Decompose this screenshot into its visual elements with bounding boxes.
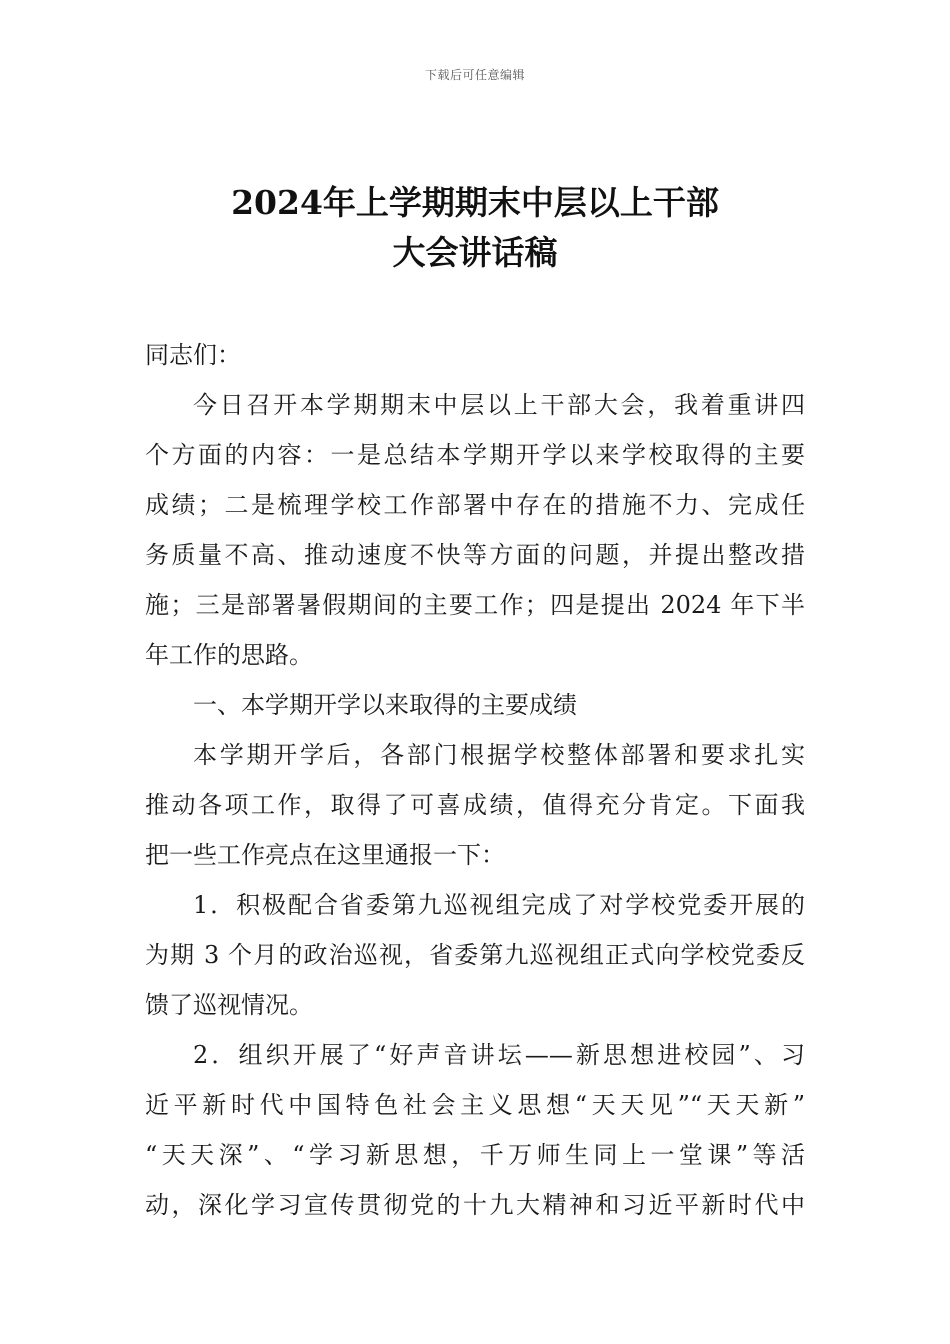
paragraph-line: 施；三是部署暑假期间的主要工作；四是提出 2024 年下半 bbox=[145, 591, 805, 619]
paragraph-line: “天天深”、“学习新思想，千万师生同上一堂课”等活 bbox=[145, 1141, 805, 1169]
paragraph-line: 为期 3 个月的政治巡视，省委第九巡视组正式向学校党委反 bbox=[145, 941, 805, 969]
title-line-2: 大会讲话稿 bbox=[392, 233, 558, 272]
paragraph-line: 务质量不高、推动速度不快等方面的问题，并提出整改措 bbox=[145, 541, 805, 569]
header-note: 下载后可任意编辑 bbox=[424, 68, 525, 82]
title-line-1: 2024年上学期期末中层以上干部 bbox=[231, 183, 719, 222]
paragraph-line: 近平新时代中国特色社会主义思想“天天见”“天天新” bbox=[145, 1091, 805, 1119]
paragraph-line: 今日召开本学期期末中层以上干部大会，我着重讲四 bbox=[193, 391, 805, 419]
paragraph-line: 1．积极配合省委第九巡视组完成了对学校党委开展的 bbox=[193, 891, 805, 919]
paragraph-line: 馈了巡视情况。 bbox=[145, 991, 313, 1019]
paragraph-line: 个方面的内容：一是总结本学期开学以来学校取得的主要 bbox=[145, 441, 805, 469]
salutation: 同志们： bbox=[145, 341, 241, 369]
paragraph-line: 2．组织开展了“好声音讲坛——新思想进校园”、习 bbox=[193, 1041, 805, 1069]
paragraph-line: 年工作的思路。 bbox=[145, 641, 313, 669]
paragraph-line: 本学期开学后，各部门根据学校整体部署和要求扎实 bbox=[193, 741, 805, 769]
paragraph-line: 成绩；二是梳理学校工作部署中存在的措施不力、完成任 bbox=[145, 491, 805, 519]
paragraph-line: 动，深化学习宣传贯彻党的十九大精神和习近平新时代中 bbox=[145, 1191, 805, 1219]
document-title bbox=[0, 178, 950, 278]
paragraph-line: 推动各项工作，取得了可喜成绩，值得充分肯定。下面我 bbox=[145, 791, 805, 819]
paragraph-line: 把一些工作亮点在这里通报一下： bbox=[145, 841, 505, 869]
body-text bbox=[145, 330, 805, 1230]
section-heading: 一、本学期开学以来取得的主要成绩 bbox=[193, 691, 577, 719]
